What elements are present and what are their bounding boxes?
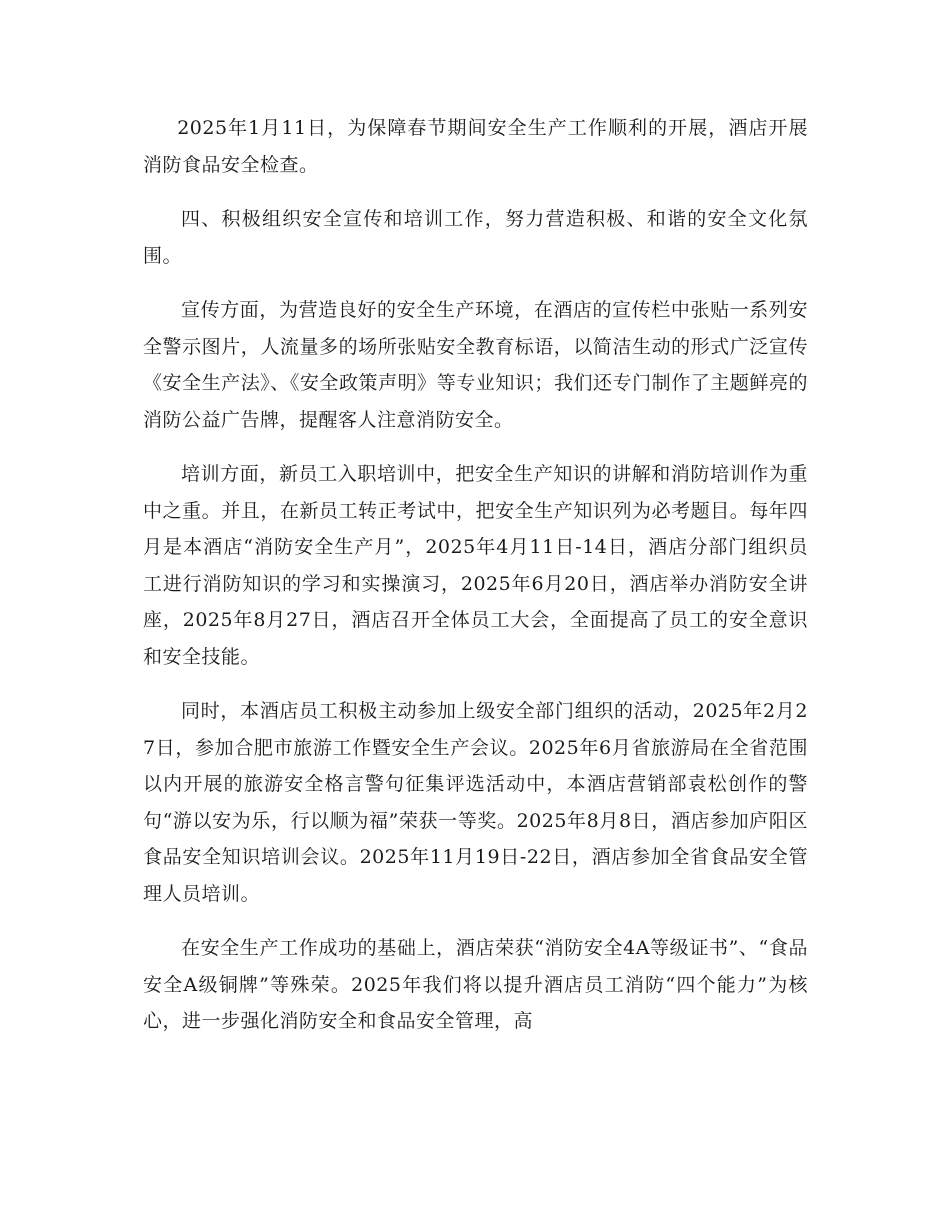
- paragraph-spring-festival-inspection: 2025年1月11日，为保障春节期间安全生产工作顺利的开展，酒店开展消防食品安全检查。: [143, 117, 808, 176]
- paragraph-honors: 在安全生产工作成功的基础上，酒店荣获“消防安全4A等级证书”、“食品安全A级铜牌”等殊荣。2025年我们将以提升酒店员工消防“四个能力”为核心，进一步强化消防安全和食品安全管理，高: [143, 937, 808, 1032]
- paragraph-publicity: 宣传方面，为营造良好的安全生产环境，在酒店的宣传栏中张贴一系列安全警示图片，人流量多的场所张贴安全教育标语，以简洁生动的形式广泛宣传《安全生产法》、《安全政策声明》等专业知识；我们还专门制作了主题鲜亮的消防公益广告牌，提醒客人注意消防安全。: [143, 299, 808, 431]
- paragraph-activities: 同时，本酒店员工积极主动参加上级安全部门组织的活动，2025年2月27日，参加合肥市旅游工作暨安全生产会议。2025年6月省旅游局在全省范围以内开展的旅游安全格言警句征集评选活动中，本酒店营销部袁松创作的警句“游以安为乐，行以顺为福”荣获一等奖。2025年8月8日，酒店参加庐阳区食品安全知识培训会议。2025年11月19日-22日，酒店参加全省食品安全管理人员培训。: [143, 700, 808, 905]
- paragraph-section-four-heading: 四、积极组织安全宣传和培训工作，努力营造积极、和谐的安全文化氛围。: [143, 208, 808, 267]
- document-page: [143, 110, 808, 1058]
- paragraph-training: 培训方面，新员工入职培训中，把安全生产知识的讲解和消防培训作为重中之重。并且，在新员工转正考试中，把安全生产知识列为必考题目。每年四月是本酒店“消防安全生产月”，2025年4月11日-14日，酒店分部门组织员工进行消防知识的学习和实操演习，2025年6月20日，酒店举办消防安全讲座，2025年8月27日，酒店召开全体员工大会，全面提高了员工的安全意识和安全技能。: [143, 463, 808, 668]
